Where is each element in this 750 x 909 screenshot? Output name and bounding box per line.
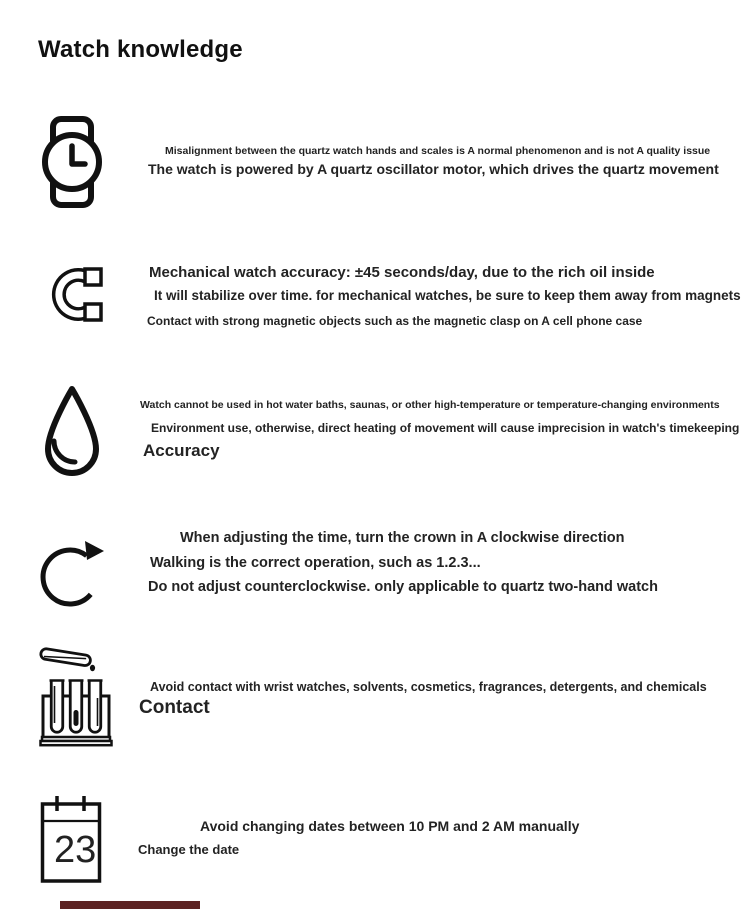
crown-sub-line: Walking is the correct operation, such as 1.2.3... xyxy=(150,555,481,571)
chemical-note-line: Avoid contact with wrist watches, solvents, cosmetics, fragrances, detergents, and chemicals xyxy=(150,680,707,694)
magnet-icon xyxy=(50,266,108,323)
calendar-date-number: 23 xyxy=(54,829,97,871)
crown-note-line: Do not adjust counterclockwise. only applicable to quartz two-hand watch xyxy=(148,579,658,595)
temperature-note-line: Watch cannot be used in hot water baths, saunas, or other high-temperature or temperature-changing environments xyxy=(140,399,720,411)
chemical-heading: Contact xyxy=(139,697,210,718)
magnet-sub-line: It will stabilize over time. for mechanical watches, be sure to keep them away from magnets xyxy=(154,288,741,303)
date-sub-line: Change the date xyxy=(138,842,240,857)
calendar-icon xyxy=(40,794,102,884)
quartz-main-line: The watch is powered by A quartz oscillator motor, which drives the quartz movement xyxy=(148,161,719,177)
crown-main-line: When adjusting the time, turn the crown in A clockwise direction xyxy=(180,530,625,546)
wrist-watch-icon xyxy=(40,115,104,209)
magnet-note-line: Contact with strong magnetic objects such as the magnetic clasp on A cell phone case xyxy=(147,314,643,328)
temperature-sub-line: Environment use, otherwise, direct heating of movement will cause imprecision in watch's timekeeping xyxy=(151,421,740,435)
footer-accent-bar xyxy=(60,901,200,909)
page-title: Watch knowledge xyxy=(38,36,243,63)
date-main-line: Avoid changing dates between 10 PM and 2 AM manually xyxy=(200,818,580,834)
test-tubes-icon xyxy=(40,648,112,746)
clockwise-arrow-icon xyxy=(40,527,108,615)
water-drop-icon xyxy=(42,385,102,480)
magnet-main-line: Mechanical watch accuracy: ±45 seconds/day, due to the rich oil inside xyxy=(149,264,655,281)
quartz-note-line: Misalignment between the quartz watch hands and scales is A normal phenomenon and is not A quality issue xyxy=(165,145,711,157)
temperature-heading: Accuracy xyxy=(143,441,220,460)
